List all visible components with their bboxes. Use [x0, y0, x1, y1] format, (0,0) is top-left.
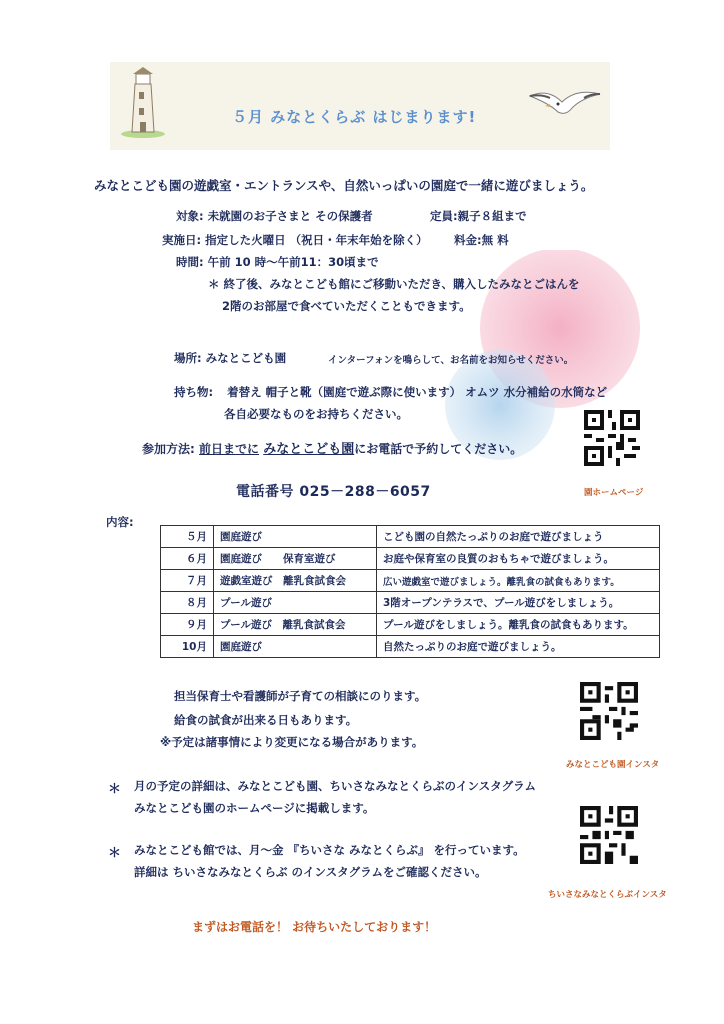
schedule-description: 自然たっぷりのお庭で遊びましょう。	[377, 636, 660, 658]
target-label: 対象:	[176, 209, 204, 223]
join-place: みなとこども園	[263, 442, 355, 457]
schedule-month: ６月	[161, 548, 214, 570]
place-row	[174, 350, 286, 366]
qr-label-chiisana: ちいさなみなとくらぶインスタ	[548, 890, 667, 900]
qr-label-insta: みなとこども園インスタ	[566, 760, 660, 770]
bring-value-2: 各自必要なものをお持ちください。	[224, 407, 408, 421]
qr-code-icon[interactable]	[580, 806, 638, 864]
bullet-1-line-2: みなとこども園のホームページに掲載します。	[134, 801, 375, 815]
time-value: 午前 10 時～午前11：30頃まで	[207, 255, 379, 269]
table-row	[161, 592, 660, 614]
place-note: インターフォンを鳴らして、お名前をお知らせください。	[328, 355, 574, 366]
join-deadline: 前日までに	[199, 442, 260, 456]
schedule-description: こども園の自然たっぷりのお庭で遊びましょう	[377, 526, 660, 548]
schedule-activity: プール遊び	[214, 592, 377, 614]
target-row	[176, 208, 373, 224]
bullet-2-line-1: みなとこども館では、月～金 『ちいさな みなとくらぶ』 を行っています。	[134, 843, 525, 857]
table-row	[161, 548, 660, 570]
schedule-month: ８月	[161, 592, 214, 614]
date-value: 指定した火曜日 （祝日・年末年始を除く）	[205, 233, 428, 247]
phone-number: 電話番号 025－288－6057	[236, 484, 431, 500]
note-line-1: 担当保育士や看護師が子育ての相談にのります。	[174, 689, 427, 703]
bring-value: 着替え 帽子と靴（園庭で遊ぶ際に使います） オムツ 水分補給の水筒など	[227, 385, 608, 399]
seagull-icon	[528, 86, 604, 122]
bullet-mark-1: ＊	[108, 782, 122, 797]
table-row	[161, 570, 660, 592]
note-line-2: 給食の試食が出来る日もあります。	[174, 713, 358, 727]
schedule-description: 3階オープンテラスで、プール遊びをしましょう。	[377, 592, 660, 614]
schedule-month: ５月	[161, 526, 214, 548]
target-value: 未就園のお子さまと その保護者	[207, 209, 373, 223]
intro-text: みなとこども園の遊戯室・エントランスや、自然いっぱいの園庭で一緒に遊びましょう。	[94, 178, 594, 193]
schedule-activity: 園庭遊び	[214, 526, 377, 548]
join-row	[142, 438, 522, 457]
table-row	[161, 614, 660, 636]
bullet-mark-2: ＊	[108, 846, 122, 861]
fee-text: 料金:無 料	[454, 233, 509, 247]
bring-label: 持ち物:	[174, 385, 214, 399]
closing-message: まずはお電話を！ お待ちいたしております！	[192, 920, 437, 934]
lighthouse-icon	[118, 66, 168, 138]
bullet-1-line-1: 月の予定の詳細は、みなとこども園、ちいさなみなとくらぶのインスタグラム	[134, 779, 537, 793]
time-label: 時間:	[176, 255, 204, 269]
join-rest: にお電話で予約してください。	[354, 442, 523, 456]
bullet-2-line-2: 詳細は ちいさなみなとくらぶ のインスタグラムをご確認ください。	[134, 865, 487, 879]
info-note-1: ＊ 終了後、みなとこども館にご移動いただき、購入したみなとごはんを	[208, 277, 580, 291]
place-value: みなとこども園	[205, 351, 287, 365]
qr-code-icon[interactable]	[584, 410, 640, 466]
table-row	[161, 636, 660, 658]
qr-label-home: 園ホームページ	[584, 488, 644, 498]
date-label: 実施日:	[162, 233, 202, 247]
schedule-label: 内容:	[106, 515, 134, 529]
date-row	[162, 232, 428, 248]
page-title: ５月 みなとくらぶ はじまります!	[232, 108, 477, 126]
schedule-activity: 遊戯室遊び 離乳食試食会	[214, 570, 377, 592]
schedule-month: 10月	[161, 636, 214, 658]
schedule-month: ９月	[161, 614, 214, 636]
note-line-3: ※予定は諸事情により変更になる場合があります。	[160, 735, 424, 749]
schedule-description: プール遊びをしましょう。離乳食の試食もあります。	[377, 614, 660, 636]
bring-row	[174, 384, 607, 400]
schedule-description: 広い遊戯室で遊びましょう。離乳食の試食もあります。	[377, 570, 660, 592]
place-label: 場所:	[174, 351, 202, 365]
info-note-2: 2階のお部屋で食べていただくこともできます。	[222, 299, 471, 313]
schedule-activity: 園庭遊び	[214, 636, 377, 658]
schedule-table	[160, 525, 660, 658]
schedule-activity: プール遊び 離乳食試食会	[214, 614, 377, 636]
schedule-month: ７月	[161, 570, 214, 592]
qr-code-icon[interactable]	[580, 682, 638, 740]
join-label: 参加方法:	[142, 442, 195, 456]
schedule-activity: 園庭遊び 保育室遊び	[214, 548, 377, 570]
table-row	[161, 526, 660, 548]
time-row	[176, 254, 379, 270]
schedule-description: お庭や保育室の良質のおもちゃで遊びましょう。	[377, 548, 660, 570]
capacity-text: 定員:親子８組まで	[430, 209, 527, 223]
